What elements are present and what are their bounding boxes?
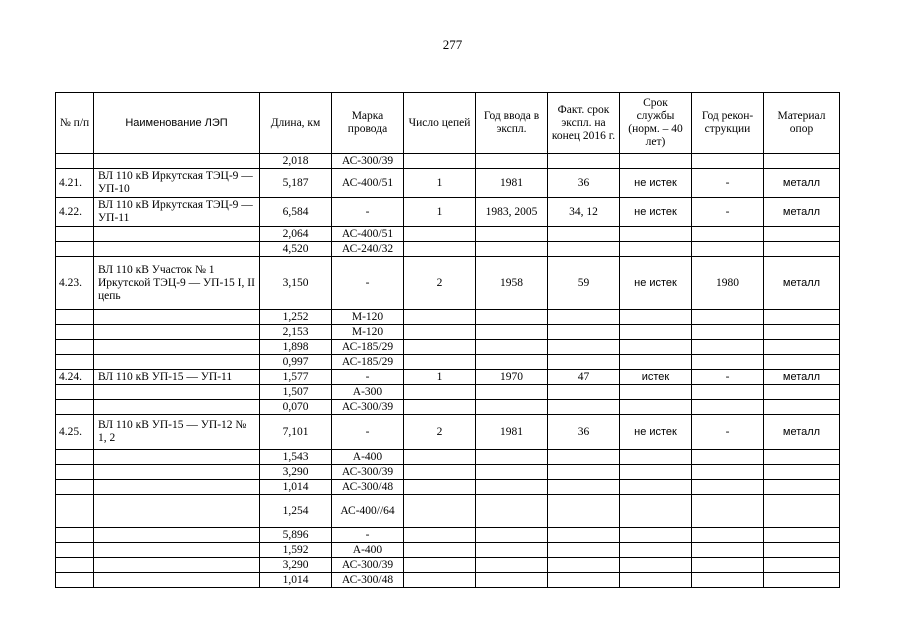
cell-num: 4.21. bbox=[56, 169, 94, 198]
cell-length: 1,577 bbox=[260, 370, 332, 385]
cell-service: не истек bbox=[620, 198, 692, 227]
cell-num bbox=[56, 227, 94, 242]
cell-name bbox=[94, 310, 260, 325]
cell-fact bbox=[548, 310, 620, 325]
cell-service bbox=[620, 325, 692, 340]
cell-length: 2,018 bbox=[260, 154, 332, 169]
cell-num: 4.23. bbox=[56, 257, 94, 310]
cell-year-in bbox=[476, 227, 548, 242]
table-row bbox=[56, 257, 840, 310]
cell-name: ВЛ 110 кВ УП-15 — УП-12 № 1, 2 bbox=[94, 415, 260, 450]
cell-year-in bbox=[476, 385, 548, 400]
cell-year-in bbox=[476, 310, 548, 325]
cell-wire: - bbox=[332, 528, 404, 543]
cell-material bbox=[764, 310, 840, 325]
cell-service bbox=[620, 242, 692, 257]
cell-circuits bbox=[404, 543, 476, 558]
cell-material bbox=[764, 543, 840, 558]
header-length: Длина, км bbox=[260, 93, 332, 154]
cell-service bbox=[620, 495, 692, 528]
cell-material bbox=[764, 154, 840, 169]
cell-fact: 36 bbox=[548, 415, 620, 450]
cell-rebuild: - bbox=[692, 198, 764, 227]
cell-wire: АС-300/48 bbox=[332, 480, 404, 495]
cell-num bbox=[56, 465, 94, 480]
header-circuits: Число цепей bbox=[404, 93, 476, 154]
cell-service bbox=[620, 480, 692, 495]
cell-wire: - bbox=[332, 415, 404, 450]
cell-fact bbox=[548, 400, 620, 415]
cell-length: 1,014 bbox=[260, 480, 332, 495]
cell-name bbox=[94, 558, 260, 573]
cell-length: 5,896 bbox=[260, 528, 332, 543]
cell-fact bbox=[548, 385, 620, 400]
cell-fact: 36 bbox=[548, 169, 620, 198]
cell-wire: АС-300/39 bbox=[332, 154, 404, 169]
cell-fact: 59 bbox=[548, 257, 620, 310]
cell-circuits bbox=[404, 385, 476, 400]
cell-length: 1,507 bbox=[260, 385, 332, 400]
table-row bbox=[56, 325, 840, 340]
cell-name bbox=[94, 543, 260, 558]
table-row bbox=[56, 480, 840, 495]
cell-service: не истек bbox=[620, 415, 692, 450]
table-row bbox=[56, 573, 840, 588]
cell-length: 2,064 bbox=[260, 227, 332, 242]
cell-num bbox=[56, 355, 94, 370]
cell-service bbox=[620, 450, 692, 465]
cell-service: не истек bbox=[620, 257, 692, 310]
cell-material: металл bbox=[764, 169, 840, 198]
cell-material bbox=[764, 573, 840, 588]
cell-fact: 47 bbox=[548, 370, 620, 385]
cell-fact bbox=[548, 242, 620, 257]
cell-year-in bbox=[476, 558, 548, 573]
cell-service bbox=[620, 465, 692, 480]
header-year-in: Год ввода в экспл. bbox=[476, 93, 548, 154]
cell-year-in: 1970 bbox=[476, 370, 548, 385]
cell-year-in bbox=[476, 450, 548, 465]
cell-service: истек bbox=[620, 370, 692, 385]
cell-rebuild: - bbox=[692, 169, 764, 198]
cell-wire: А-400 bbox=[332, 543, 404, 558]
cell-wire: АС-400//64 bbox=[332, 495, 404, 528]
cell-circuits bbox=[404, 450, 476, 465]
cell-num: 4.22. bbox=[56, 198, 94, 227]
cell-year-in bbox=[476, 528, 548, 543]
cell-wire: АС-400/51 bbox=[332, 227, 404, 242]
table-row bbox=[56, 198, 840, 227]
table-row bbox=[56, 227, 840, 242]
cell-rebuild: - bbox=[692, 415, 764, 450]
cell-length: 5,187 bbox=[260, 169, 332, 198]
cell-material: металл bbox=[764, 257, 840, 310]
table-row bbox=[56, 465, 840, 480]
cell-fact bbox=[548, 528, 620, 543]
cell-rebuild bbox=[692, 543, 764, 558]
cell-name bbox=[94, 325, 260, 340]
cell-fact bbox=[548, 480, 620, 495]
table-row bbox=[56, 340, 840, 355]
cell-fact bbox=[548, 495, 620, 528]
cell-circuits bbox=[404, 528, 476, 543]
cell-num bbox=[56, 450, 94, 465]
cell-num bbox=[56, 325, 94, 340]
cell-year-in bbox=[476, 573, 548, 588]
cell-length: 1,543 bbox=[260, 450, 332, 465]
cell-wire: АС-300/39 bbox=[332, 400, 404, 415]
cell-year-in: 1983, 2005 bbox=[476, 198, 548, 227]
cell-rebuild bbox=[692, 480, 764, 495]
cell-length: 3,290 bbox=[260, 558, 332, 573]
cell-service bbox=[620, 543, 692, 558]
cell-length: 0,070 bbox=[260, 400, 332, 415]
cell-year-in bbox=[476, 154, 548, 169]
table-row bbox=[56, 415, 840, 450]
cell-rebuild bbox=[692, 340, 764, 355]
cell-year-in bbox=[476, 325, 548, 340]
cell-rebuild bbox=[692, 465, 764, 480]
cell-wire: М-120 bbox=[332, 310, 404, 325]
table-header-row bbox=[56, 93, 840, 154]
cell-num bbox=[56, 573, 94, 588]
cell-name bbox=[94, 528, 260, 543]
cell-service bbox=[620, 340, 692, 355]
cell-num: 4.24. bbox=[56, 370, 94, 385]
cell-num bbox=[56, 543, 94, 558]
cell-material bbox=[764, 325, 840, 340]
cell-rebuild: - bbox=[692, 370, 764, 385]
cell-circuits: 1 bbox=[404, 198, 476, 227]
cell-circuits: 1 bbox=[404, 370, 476, 385]
cell-wire: - bbox=[332, 198, 404, 227]
cell-fact bbox=[548, 450, 620, 465]
table-row bbox=[56, 355, 840, 370]
cell-length: 0,997 bbox=[260, 355, 332, 370]
cell-year-in: 1981 bbox=[476, 415, 548, 450]
cell-circuits bbox=[404, 465, 476, 480]
cell-circuits bbox=[404, 340, 476, 355]
cell-circuits: 2 bbox=[404, 257, 476, 310]
cell-rebuild bbox=[692, 400, 764, 415]
cell-name bbox=[94, 465, 260, 480]
cell-wire: А-300 bbox=[332, 385, 404, 400]
cell-service bbox=[620, 400, 692, 415]
cell-circuits bbox=[404, 154, 476, 169]
cell-length: 1,898 bbox=[260, 340, 332, 355]
cell-num bbox=[56, 558, 94, 573]
cell-num bbox=[56, 400, 94, 415]
cell-rebuild bbox=[692, 242, 764, 257]
cell-material bbox=[764, 465, 840, 480]
cell-material bbox=[764, 528, 840, 543]
page-number: 277 bbox=[442, 37, 463, 52]
cell-name: ВЛ 110 кВ Иркутская ТЭЦ-9 — УП-10 bbox=[94, 169, 260, 198]
table-row bbox=[56, 543, 840, 558]
cell-service bbox=[620, 310, 692, 325]
cell-wire: АС-300/48 bbox=[332, 573, 404, 588]
cell-num bbox=[56, 310, 94, 325]
cell-name bbox=[94, 242, 260, 257]
cell-wire: - bbox=[332, 257, 404, 310]
cell-material: металл bbox=[764, 198, 840, 227]
cell-circuits bbox=[404, 495, 476, 528]
cell-material bbox=[764, 227, 840, 242]
cell-name bbox=[94, 495, 260, 528]
cell-wire: АС-400/51 bbox=[332, 169, 404, 198]
cell-year-in bbox=[476, 242, 548, 257]
cell-material bbox=[764, 355, 840, 370]
cell-fact bbox=[548, 154, 620, 169]
cell-wire: - bbox=[332, 370, 404, 385]
cell-name: ВЛ 110 кВ Иркутская ТЭЦ-9 — УП-11 bbox=[94, 198, 260, 227]
cell-length: 4,520 bbox=[260, 242, 332, 257]
table-row bbox=[56, 385, 840, 400]
header-service: Срок службы (норм. – 40 лет) bbox=[620, 93, 692, 154]
cell-service bbox=[620, 355, 692, 370]
cell-num bbox=[56, 242, 94, 257]
header-name: Наименование ЛЭП bbox=[94, 93, 260, 154]
cell-material bbox=[764, 385, 840, 400]
cell-rebuild bbox=[692, 558, 764, 573]
cell-year-in bbox=[476, 495, 548, 528]
cell-service bbox=[620, 154, 692, 169]
cell-service bbox=[620, 528, 692, 543]
cell-length: 1,592 bbox=[260, 543, 332, 558]
cell-num bbox=[56, 528, 94, 543]
header-material: Материал опор bbox=[764, 93, 840, 154]
table-row bbox=[56, 154, 840, 169]
cell-wire: А-400 bbox=[332, 450, 404, 465]
table-row bbox=[56, 370, 840, 385]
cell-rebuild bbox=[692, 355, 764, 370]
cell-year-in bbox=[476, 340, 548, 355]
cell-material: металл bbox=[764, 415, 840, 450]
cell-length: 7,101 bbox=[260, 415, 332, 450]
cell-year-in: 1981 bbox=[476, 169, 548, 198]
table-row bbox=[56, 558, 840, 573]
cell-material bbox=[764, 450, 840, 465]
cell-name bbox=[94, 355, 260, 370]
cell-name bbox=[94, 385, 260, 400]
cell-name bbox=[94, 400, 260, 415]
cell-circuits bbox=[404, 325, 476, 340]
cell-service bbox=[620, 558, 692, 573]
cell-rebuild: 1980 bbox=[692, 257, 764, 310]
cell-circuits bbox=[404, 355, 476, 370]
cell-num bbox=[56, 385, 94, 400]
cell-name bbox=[94, 227, 260, 242]
header-fact: Факт. срок экспл. на конец 2016 г. bbox=[548, 93, 620, 154]
cell-rebuild bbox=[692, 325, 764, 340]
cell-num bbox=[56, 340, 94, 355]
cell-wire: АС-240/32 bbox=[332, 242, 404, 257]
table-row bbox=[56, 310, 840, 325]
cell-service bbox=[620, 573, 692, 588]
cell-length: 1,252 bbox=[260, 310, 332, 325]
cell-circuits: 1 bbox=[404, 169, 476, 198]
cell-rebuild bbox=[692, 310, 764, 325]
cell-year-in bbox=[476, 543, 548, 558]
cell-fact bbox=[548, 340, 620, 355]
table-body bbox=[56, 154, 840, 588]
cell-name bbox=[94, 450, 260, 465]
cell-fact bbox=[548, 325, 620, 340]
cell-name bbox=[94, 480, 260, 495]
cell-circuits bbox=[404, 558, 476, 573]
cell-material bbox=[764, 242, 840, 257]
cell-length: 3,150 bbox=[260, 257, 332, 310]
cell-circuits bbox=[404, 400, 476, 415]
cell-rebuild bbox=[692, 227, 764, 242]
cell-material bbox=[764, 400, 840, 415]
cell-service bbox=[620, 227, 692, 242]
cell-service bbox=[620, 385, 692, 400]
power-lines-table bbox=[55, 92, 840, 588]
cell-name: ВЛ 110 кВ Участок № 1 Иркутской ТЭЦ-9 — УП-15 I, II цепь bbox=[94, 257, 260, 310]
cell-material bbox=[764, 558, 840, 573]
cell-num: 4.25. bbox=[56, 415, 94, 450]
cell-rebuild bbox=[692, 528, 764, 543]
table-row bbox=[56, 400, 840, 415]
cell-rebuild bbox=[692, 450, 764, 465]
cell-num bbox=[56, 154, 94, 169]
cell-wire: АС-185/29 bbox=[332, 340, 404, 355]
header-rebuild: Год рекон-струкции bbox=[692, 93, 764, 154]
header-wire: Марка провода bbox=[332, 93, 404, 154]
header-num: № п/п bbox=[56, 93, 94, 154]
cell-fact bbox=[548, 355, 620, 370]
table-row bbox=[56, 450, 840, 465]
cell-fact bbox=[548, 558, 620, 573]
cell-year-in bbox=[476, 400, 548, 415]
cell-length: 1,254 bbox=[260, 495, 332, 528]
cell-material bbox=[764, 495, 840, 528]
cell-fact bbox=[548, 573, 620, 588]
table-row bbox=[56, 495, 840, 528]
cell-circuits bbox=[404, 573, 476, 588]
cell-year-in bbox=[476, 355, 548, 370]
cell-service: не истек bbox=[620, 169, 692, 198]
cell-fact bbox=[548, 543, 620, 558]
cell-wire: АС-300/39 bbox=[332, 558, 404, 573]
cell-circuits bbox=[404, 242, 476, 257]
cell-circuits bbox=[404, 310, 476, 325]
cell-material: металл bbox=[764, 370, 840, 385]
cell-fact bbox=[548, 465, 620, 480]
cell-year-in bbox=[476, 465, 548, 480]
cell-name bbox=[94, 573, 260, 588]
cell-circuits bbox=[404, 480, 476, 495]
cell-length: 2,153 bbox=[260, 325, 332, 340]
cell-rebuild bbox=[692, 495, 764, 528]
cell-length: 1,014 bbox=[260, 573, 332, 588]
cell-wire: М-120 bbox=[332, 325, 404, 340]
cell-name bbox=[94, 154, 260, 169]
cell-year-in bbox=[476, 480, 548, 495]
cell-rebuild bbox=[692, 385, 764, 400]
cell-circuits bbox=[404, 227, 476, 242]
cell-wire: АС-185/29 bbox=[332, 355, 404, 370]
cell-length: 3,290 bbox=[260, 465, 332, 480]
cell-rebuild bbox=[692, 573, 764, 588]
table-row bbox=[56, 528, 840, 543]
cell-circuits: 2 bbox=[404, 415, 476, 450]
cell-num bbox=[56, 480, 94, 495]
cell-length: 6,584 bbox=[260, 198, 332, 227]
table-row bbox=[56, 169, 840, 198]
cell-num bbox=[56, 495, 94, 528]
cell-wire: АС-300/39 bbox=[332, 465, 404, 480]
cell-material bbox=[764, 340, 840, 355]
cell-name: ВЛ 110 кВ УП-15 — УП-11 bbox=[94, 370, 260, 385]
cell-year-in: 1958 bbox=[476, 257, 548, 310]
cell-name bbox=[94, 340, 260, 355]
cell-fact bbox=[548, 227, 620, 242]
cell-rebuild bbox=[692, 154, 764, 169]
cell-fact: 34, 12 bbox=[548, 198, 620, 227]
cell-material bbox=[764, 480, 840, 495]
table-row bbox=[56, 242, 840, 257]
